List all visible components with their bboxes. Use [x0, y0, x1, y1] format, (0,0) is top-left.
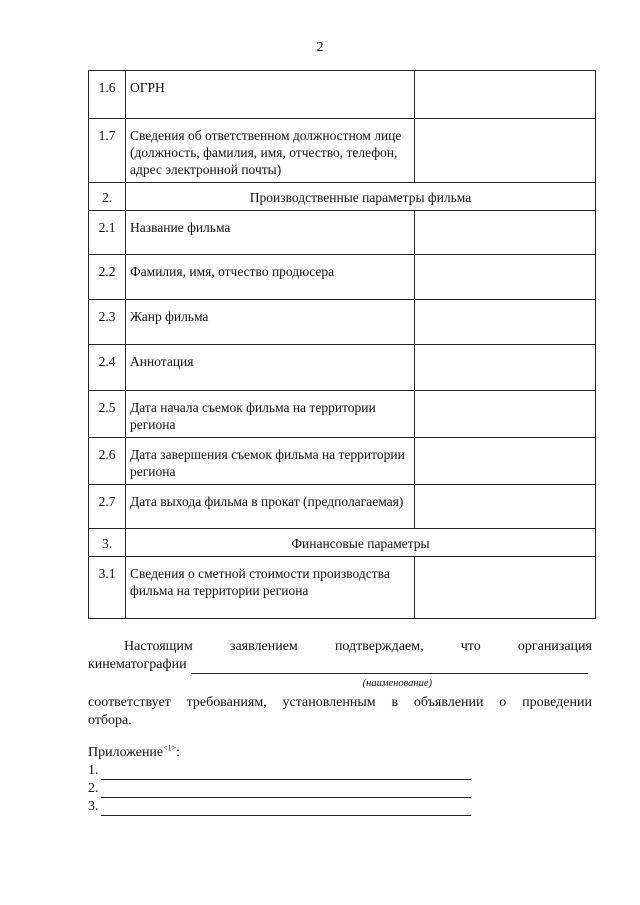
declaration-line-2-start: кинематографии — [88, 657, 187, 672]
section-title: Производственные параметры фильма — [126, 183, 596, 211]
declaration-word: организация — [517, 639, 592, 654]
section-row — [89, 183, 596, 211]
declaration-line-1 — [88, 638, 592, 656]
row-number: 2.1 — [89, 211, 126, 255]
row-number: 2.7 — [89, 485, 126, 529]
appendix-item — [88, 780, 508, 798]
row-number: 2. — [89, 183, 126, 211]
declaration-word: проведении — [522, 695, 592, 710]
row-value-field[interactable] — [415, 557, 596, 619]
row-label: Название фильма — [126, 211, 415, 255]
page-number: 2 — [316, 40, 324, 55]
row-number: 2.6 — [89, 438, 126, 485]
appendix-item-number: 3. — [88, 799, 99, 814]
row-value-field[interactable] — [415, 71, 596, 119]
declaration-word: Настоящим — [124, 639, 193, 654]
table-row — [89, 71, 596, 119]
table-row — [89, 438, 596, 485]
row-value-field[interactable] — [415, 255, 596, 300]
row-label: Сведения об ответственном должностном лице (должность, фамилия, имя, отчество, телефон, адрес электронной почты) — [126, 119, 415, 183]
declaration-paragraph — [88, 638, 592, 730]
declaration-word: установленным — [282, 695, 376, 710]
row-value-field[interactable] — [415, 211, 596, 255]
row-number: 3.1 — [89, 557, 126, 619]
appendix-item-field[interactable] — [101, 801, 471, 816]
appendix-section — [88, 744, 508, 816]
declaration-word: соответствует — [88, 695, 171, 710]
declaration-word: подтверждаем, — [334, 639, 424, 654]
application-form-table — [88, 70, 596, 619]
table-row — [89, 485, 596, 529]
row-number: 1.6 — [89, 71, 126, 119]
organization-name-field[interactable] — [191, 659, 588, 674]
row-label: ОГРН — [126, 71, 415, 119]
table-row — [89, 557, 596, 619]
declaration-word: заявлением — [229, 639, 298, 654]
appendix-item — [88, 798, 508, 816]
appendix-footnote-mark: <1> — [163, 743, 177, 753]
row-value-field[interactable] — [415, 485, 596, 529]
row-label: Дата завершения съемок фильма на территории региона — [126, 438, 415, 485]
appendix-title: Приложение — [88, 745, 164, 760]
row-number: 2.5 — [89, 391, 126, 438]
declaration-word: что — [460, 639, 481, 654]
row-label: Сведения о сметной стоимости производства фильма на территории региона — [126, 557, 415, 619]
declaration-line-4: отбора. — [88, 713, 132, 728]
row-number: 2.2 — [89, 255, 126, 300]
row-value-field[interactable] — [415, 300, 596, 345]
row-label: Дата выхода фильма в прокат (предполагаемая) — [126, 485, 415, 529]
appendix-item — [88, 762, 508, 780]
row-value-field[interactable] — [415, 391, 596, 438]
declaration-line-3 — [88, 694, 592, 712]
row-number: 2.4 — [89, 345, 126, 391]
appendix-item-field[interactable] — [101, 783, 471, 798]
table-row — [89, 391, 596, 438]
table-row — [89, 119, 596, 183]
table-row — [89, 300, 596, 345]
appendix-colon: : — [176, 745, 181, 760]
section-title: Финансовые параметры — [126, 529, 596, 557]
table-row — [89, 255, 596, 300]
table-row — [89, 211, 596, 255]
table-row — [89, 345, 596, 391]
row-label: Жанр фильма — [126, 300, 415, 345]
row-label: Аннотация — [126, 345, 415, 391]
row-value-field[interactable] — [415, 119, 596, 183]
row-number: 1.7 — [89, 119, 126, 183]
declaration-word: требованиям, — [186, 695, 267, 710]
appendix-item-field[interactable] — [101, 765, 471, 780]
appendix-item-number: 2. — [88, 781, 99, 796]
row-number: 3. — [89, 529, 126, 557]
appendix-title-row — [88, 744, 508, 762]
appendix-items — [88, 762, 508, 816]
organization-name-caption: (наименование) — [362, 678, 432, 689]
declaration-word: о — [499, 695, 507, 710]
row-number: 2.3 — [89, 300, 126, 345]
row-label: Дата начала съемок фильма на территории региона — [126, 391, 415, 438]
declaration-word: объявлении — [413, 695, 484, 710]
declaration-line-2 — [88, 656, 592, 674]
declaration-word: в — [391, 695, 399, 710]
row-value-field[interactable] — [415, 345, 596, 391]
section-row — [89, 529, 596, 557]
row-value-field[interactable] — [415, 438, 596, 485]
row-label: Фамилия, имя, отчество продюсера — [126, 255, 415, 300]
appendix-item-number: 1. — [88, 763, 99, 778]
